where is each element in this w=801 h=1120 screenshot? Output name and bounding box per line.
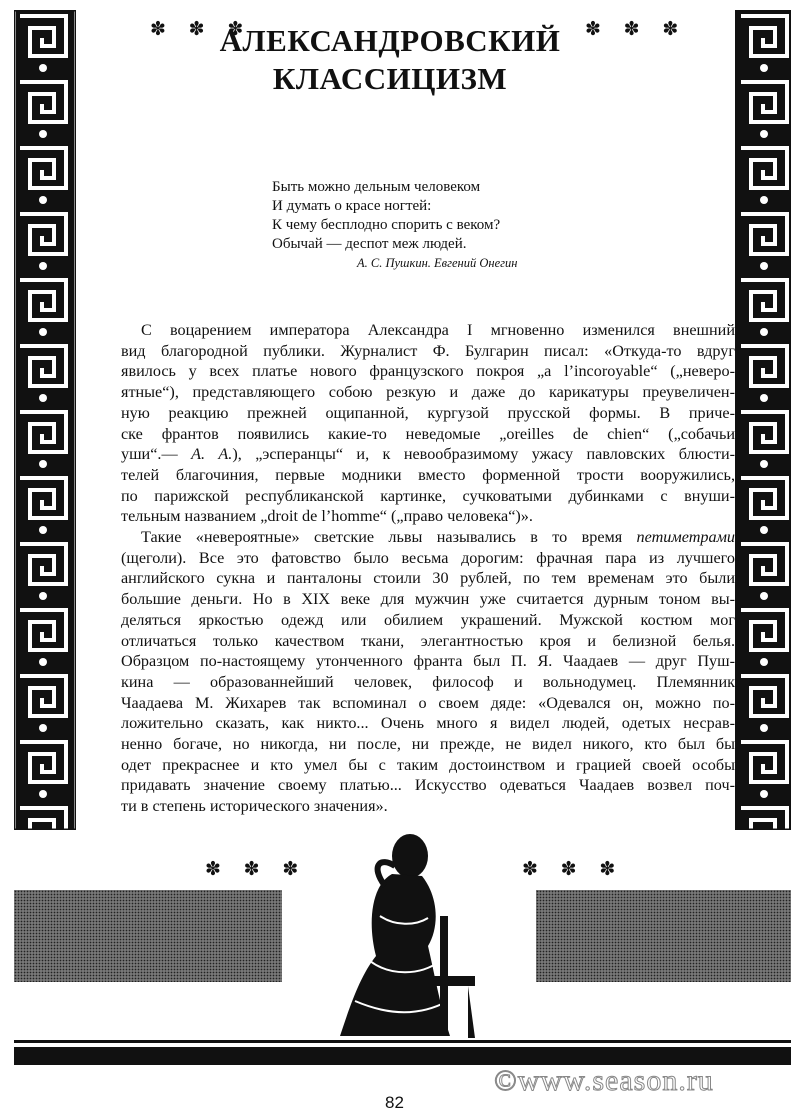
emphasis: петиметрами (636, 528, 735, 547)
body-line: телей благочиния, первые модники вместо форменной трости вооружились, (121, 465, 735, 484)
body-line: по парижской республиканской картинке, сучковатыми дубинками с внуши- (121, 486, 735, 505)
watermark: ©www.season.ru (494, 1064, 714, 1097)
ornament-stars-bottom-left: ✽ ✽ ✽ (205, 859, 308, 880)
body-line: ятные“), представляющего собою резкую и даже до карикатуры преувеличен- (121, 383, 735, 402)
body-line: ную реакцию прежней ощипанной, кургузой прусской формы. В приче- (121, 403, 735, 422)
bottom-rule-thin (14, 1040, 791, 1043)
body-line: тельным названием „droit de l’homme“ („право человека“)». (121, 507, 533, 526)
epigraph-line: Обычай — деспот меж людей. (272, 236, 467, 252)
page-number: 82 (385, 1093, 404, 1112)
epigraph-attribution: А. С. Пушкин. Евгений Онегин (357, 256, 518, 270)
body-line: ти в степень исторического значения». (121, 797, 388, 816)
body-line: отличаться только качеством ткани, элегантностью кроя и белизной белья. (121, 631, 735, 650)
halftone-panel-right (536, 890, 791, 982)
body-line: вид благородной публики. Журналист Ф. Булгарин писал: «Откуда-то вдруг (121, 341, 735, 360)
epigraph (272, 178, 552, 273)
body-text (121, 320, 735, 817)
ornament-stars-bottom-right: ✽ ✽ ✽ (522, 859, 625, 880)
body-line: английского сукна и панталоны стоили 30 рублей, по тем временам это были (121, 569, 735, 588)
right-meander-border (735, 10, 791, 830)
body-line: ненно богаче, но никогда, ни после, ни прежде, не видел никого, кто был бы (121, 735, 735, 754)
body-line: кина — образованнейший человек, философ и вольнодумец. Племянник (121, 672, 735, 691)
body-line: явилось у всех платье нового французского покроя „a l’incoroyable“ („неверо- (121, 362, 735, 381)
body-line: большие деньги. Но в XIX веке для мужчин уже считается дурным тоном вы- (121, 590, 735, 609)
body-line: Образцом по-настоящему утонченного франта был П. Я. Чаадаев — друг Пуш- (121, 652, 735, 671)
body-line: ложительно сказать, как никто... Очень много я видел людей, одетых несрав- (121, 714, 735, 733)
emphasis: А. А. (191, 445, 233, 464)
body-line: С воцарением императора Александра I мгновенно изменился внешний (141, 321, 735, 339)
body-line: деляться яркостью одежд или обилием украшений. Мужской костюм мог (121, 610, 735, 629)
body-line: придавать значение своему платью... Искусство одеваться Чаадаев возвел поч- (121, 776, 735, 795)
page-title (200, 22, 580, 98)
epigraph-line: Быть можно дельным человеком (272, 179, 481, 195)
seated-woman-illustration (300, 826, 510, 1041)
title-line: АЛЕКСАНДРОВСКИЙ (219, 23, 561, 58)
body-line: ске франтов появились какие-то неведомые „oreilles de chien“ („собачьи (121, 424, 735, 443)
epigraph-line: И думать о красе ногтей: (272, 198, 432, 214)
left-meander-border (14, 10, 76, 830)
body-line: Чаадаева М. Жихарев так вспоминал о своем дяде: «Одевался он, можно по- (121, 693, 735, 712)
ornament-stars-top-right: ✽ ✽ ✽ (585, 19, 688, 40)
body-line: одет прекраснее и кто умел бы с таким достоинством и грацией своей особы (121, 755, 735, 774)
body-line: Такие «невероятные» светские львы назывались в то время петиметрами (141, 528, 735, 547)
ornament-stars-top-left: ✽ ✽ ✽ (150, 19, 253, 40)
bottom-rule-thick (14, 1047, 791, 1065)
body-line: (щеголи). Все это фатовство было весьма дорогим: фрачная пара из лучшего (121, 548, 735, 567)
halftone-panel-left (14, 890, 282, 982)
body-line: уши“.— А. А.), „эсперанцы“ и, к невообразимому ужасу павловских блюсти- (121, 445, 736, 464)
title-line: КЛАССИЦИЗМ (272, 61, 508, 96)
epigraph-line: К чему бесплодно спорить с веком? (272, 217, 501, 233)
